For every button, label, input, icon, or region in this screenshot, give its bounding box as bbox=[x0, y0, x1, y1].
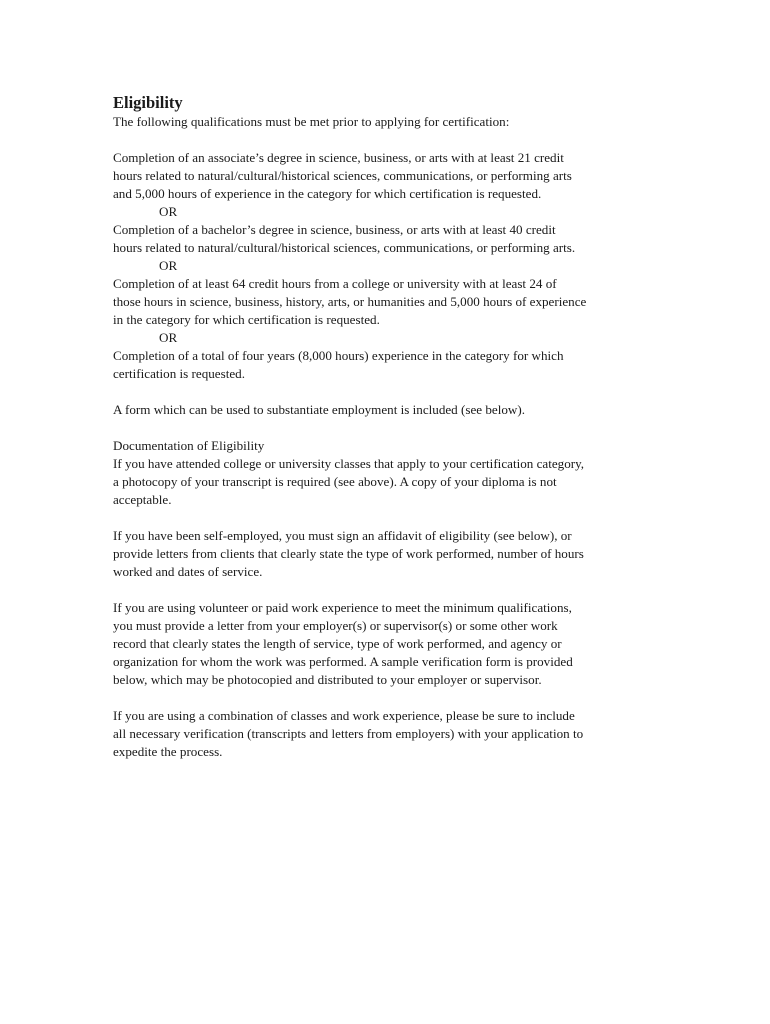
spacer bbox=[113, 131, 673, 149]
documentation-paragraph-3 bbox=[113, 599, 673, 689]
option-1-line: hours related to natural/cultural/historical sciences, communications, or performing arts bbox=[113, 168, 572, 183]
paragraph-line: If you are using a combination of classes and work experience, please be sure to include bbox=[113, 708, 575, 723]
spacer bbox=[113, 509, 673, 527]
paragraph-line: all necessary verification (transcripts and letters from employers) with your application to bbox=[113, 726, 584, 741]
option-3-line: Completion of at least 64 credit hours from a college or university with at least 24 of bbox=[113, 276, 557, 291]
paragraph-line: organization for whom the work was performed. A sample verification form is provided bbox=[113, 654, 573, 669]
option-3 bbox=[113, 275, 673, 329]
option-2 bbox=[113, 221, 673, 257]
paragraph-line: record that clearly states the length of service, type of work performed, and agency or bbox=[113, 636, 562, 651]
option-4-line: certification is requested. bbox=[113, 366, 245, 381]
paragraph-line: If you have been self-employed, you must sign an affidavit of eligibility (see below), or bbox=[113, 528, 572, 543]
spacer bbox=[113, 689, 673, 707]
paragraph-line: If you are using volunteer or paid work experience to meet the minimum qualifications, bbox=[113, 600, 572, 615]
option-4-line: Completion of a total of four years (8,000 hours) experience in the category for which bbox=[113, 348, 564, 363]
paragraph-line: below, which may be photocopied and distributed to your employer or supervisor. bbox=[113, 672, 542, 687]
paragraph-line: If you have attended college or university classes that apply to your certification category, bbox=[113, 456, 585, 471]
documentation-paragraph-1 bbox=[113, 455, 673, 509]
documentation-paragraph-4 bbox=[113, 707, 673, 761]
option-2-line: hours related to natural/cultural/historical sciences, communications, or performing arts. bbox=[113, 240, 576, 255]
option-1-line: Completion of an associate’s degree in science, business, or arts with at least 21 credit bbox=[113, 150, 564, 165]
or-separator: OR bbox=[159, 330, 178, 345]
form-note: A form which can be used to substantiate employment is included (see below). bbox=[113, 402, 525, 417]
spacer bbox=[113, 581, 673, 599]
intro-text: The following qualifications must be met prior to applying for certification: bbox=[113, 114, 510, 129]
option-3-line: those hours in science, business, history, arts, or humanities and 5,000 hours of experience bbox=[113, 294, 587, 309]
option-4 bbox=[113, 347, 673, 383]
paragraph-line: expedite the process. bbox=[113, 744, 223, 759]
page-title: Eligibility bbox=[113, 93, 183, 112]
paragraph-line: you must provide a letter from your employer(s) or supervisor(s) or some other work bbox=[113, 618, 558, 633]
option-1 bbox=[113, 149, 673, 203]
documentation-paragraph-2 bbox=[113, 527, 673, 581]
document-page bbox=[113, 93, 673, 761]
spacer bbox=[113, 419, 673, 437]
paragraph-line: acceptable. bbox=[113, 492, 172, 507]
documentation-title: Documentation of Eligibility bbox=[113, 438, 265, 453]
or-separator: OR bbox=[159, 258, 178, 273]
option-2-line: Completion of a bachelor’s degree in science, business, or arts with at least 40 credit bbox=[113, 222, 556, 237]
paragraph-line: a photocopy of your transcript is required (see above). A copy of your diploma is not bbox=[113, 474, 557, 489]
paragraph-line: worked and dates of service. bbox=[113, 564, 263, 579]
paragraph-line: provide letters from clients that clearly state the type of work performed, number of hours bbox=[113, 546, 584, 561]
option-3-line: in the category for which certification is requested. bbox=[113, 312, 380, 327]
option-1-line: and 5,000 hours of experience in the category for which certification is requested. bbox=[113, 186, 542, 201]
or-separator: OR bbox=[159, 204, 178, 219]
spacer bbox=[113, 383, 673, 401]
